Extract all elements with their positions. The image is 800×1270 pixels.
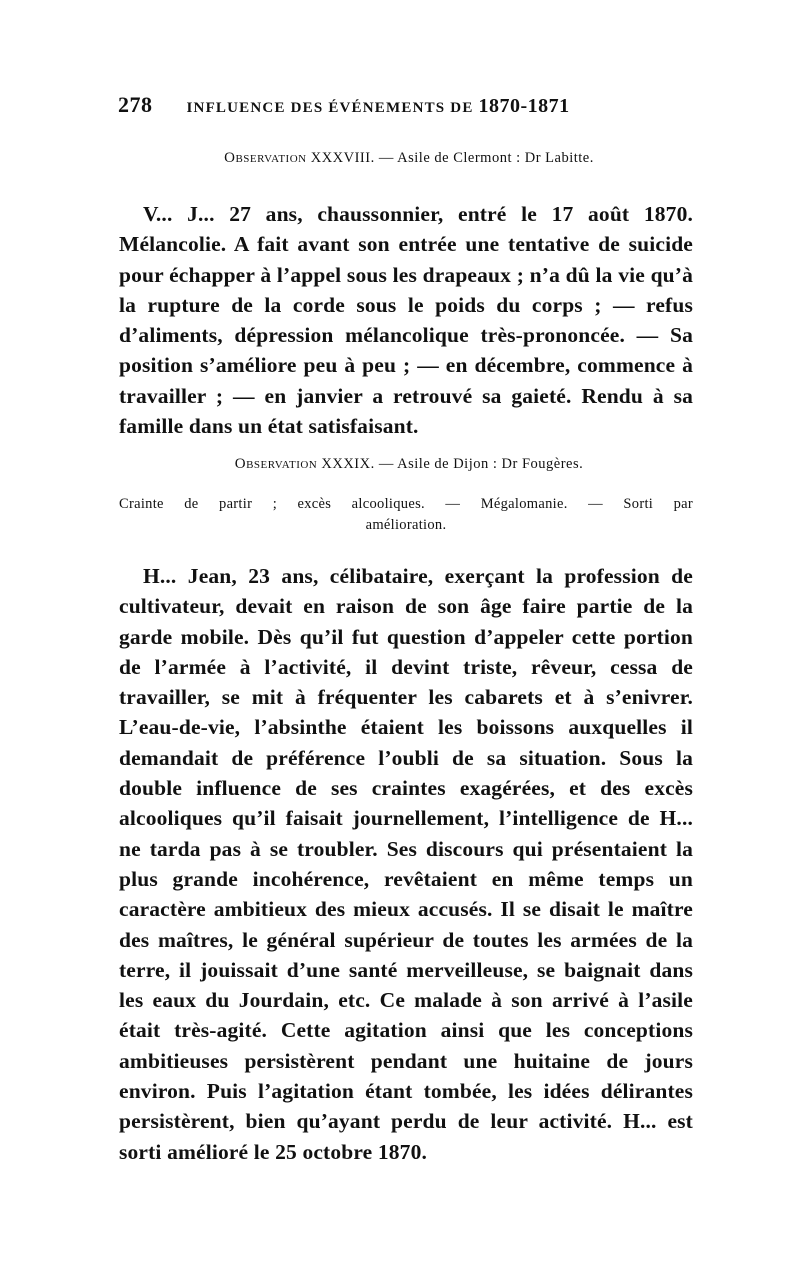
observation-39-summary	[119, 494, 693, 536]
observation-38-title	[120, 150, 698, 167]
observation-38-heading: XXXVIII. — Asile de Clermont : Dr Labitte.	[306, 150, 594, 166]
running-title-years: 1870-1871	[478, 95, 570, 117]
observation-39-heading: XXXIX. — Asile de Dijon : Dr Fougères.	[317, 456, 584, 472]
running-title-text: INFLUENCE DES ÉVÉNEMENTS DE	[186, 100, 474, 116]
running-header	[118, 92, 698, 118]
observation-39-text: H... Jean, 23 ans, célibataire, exerçant la profession de cultivateur, devait en raison de son âge faire partie de la garde mobile. Dès qu’il fut question d’appeler cette portion de l’armée à l’activité, il devint triste, rêveur, cessa de travailler, se mit à fréquenter les cabarets et à s’enivrer. L’eau-de-vie, l’absinthe étaient les boissons auxquelles il demandait de préférence l’oubli de sa situation. Sous la double influence de ses craintes exagérées, et des excès alcooliques qu’il faisait journellement, l’intelligence de H... ne tarda pas à se troubler. Ses discours qui présentaient la plus grande incohérence, revêtaient en même temps un caractère ambitieux des mieux accusés. Il se disait le maître des maîtres, le général supérieur de toutes les armées de la terre, il jouissait d’une santé merveilleuse, se baignait dans les eaux du Jourdain, etc. Ce malade à son arrivé à l’asile était très-agité. Cette agitation ainsi que les conceptions ambitieuses persistèrent pendant une huitaine de jours environ. Puis l’agitation étant tombée, les idées délirantes persistèrent, bien qu’ayant perdu de leur activité. H... est sorti amélioré le 25 octobre 1870.	[119, 564, 693, 1164]
observation-39-label: Observation	[234, 456, 318, 472]
observation-38-text: V... J... 27 ans, chaussonnier, entré le 17 août 1870. Mélancolie. A fait avant son entrée une tentative de suicide pour échapper à l’appel sous les drapeaux ; n’a dû la vie qu’à la rupture de la corde sous le poids du corps ; — refus d’aliments, dépression mélancolique très-prononcée. — Sa position s’améliore peu à peu ; — en décembre, commence à travailler ; — en janvier a retrouvé sa gaieté. Rendu à sa famille dans un état satisfaisant.	[119, 202, 693, 439]
observation-38-label: Observation	[224, 150, 307, 166]
running-title	[187, 95, 570, 118]
summary-line-2: amélioration.	[365, 517, 447, 533]
page-number: 278	[118, 92, 153, 117]
summary-line-1: Crainte de partir ; excès alcooliques. — Mégalomanie. — Sorti par	[119, 496, 693, 512]
observation-39-title	[120, 456, 698, 473]
